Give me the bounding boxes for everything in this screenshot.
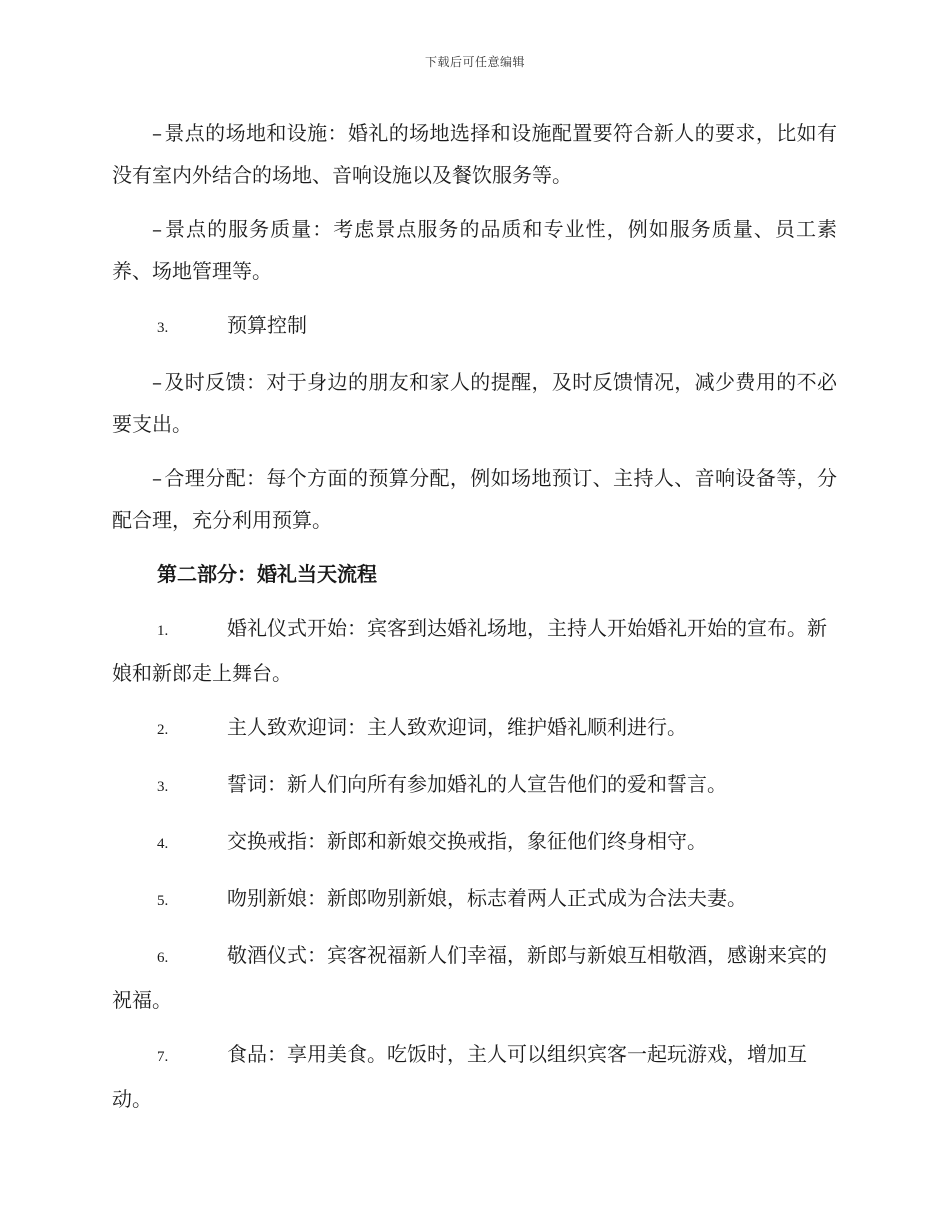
- paragraph-venue-service: [112, 208, 837, 292]
- item-number: 7.: [157, 1049, 169, 1065]
- item-number: 2.: [157, 722, 169, 738]
- item-text: 敬酒仪式：宾客祝福新人们幸福，新郎与新娘互相敬酒，感谢来宾的祝福。: [112, 943, 827, 1012]
- item-text: 吻别新娘：新郎吻别新娘，标志着两人正式成为合法夫妻。: [227, 886, 747, 910]
- item-text: 主人致欢迎词：主人致欢迎词，维护婚礼顺利进行。: [227, 715, 687, 739]
- list-item: [112, 706, 837, 751]
- paragraph-text: 合理分配：每个方面的预算分配，例如场地预订、主持人、音响设备等，分配合理，充分利用预算。: [112, 466, 837, 532]
- document-body: [112, 112, 837, 1132]
- paragraph-text: 景点的服务质量：考虑景点服务的品质和专业性，例如服务质量、员工素养、场地管理等。: [112, 217, 837, 283]
- list-item: [112, 820, 837, 865]
- list-item: [112, 763, 837, 808]
- item-number: 4.: [157, 836, 169, 852]
- item-number: 1.: [157, 623, 169, 639]
- dash-marker: –: [152, 121, 162, 145]
- paragraph-text: 及时反馈：对于身边的朋友和家人的提醒，及时反馈情况，减少费用的不必要支出。: [112, 370, 837, 436]
- item-text: 婚礼仪式开始：宾客到达婚礼场地，主持人开始婚礼开始的宣布。新娘和新郎走上舞台。: [112, 616, 827, 685]
- dash-marker: –: [152, 217, 162, 241]
- item-number: 3.: [157, 779, 169, 795]
- item-number: 3.: [157, 320, 169, 336]
- budget-heading: [112, 304, 837, 349]
- section-heading: 第二部分：婚礼当天流程: [157, 562, 377, 586]
- paragraph-text: 景点的场地和设施：婚礼的场地选择和设施配置要符合新人的要求，比如有没有室内外结合的场地、音响设施以及餐饮服务等。: [112, 121, 837, 187]
- item-number: 6.: [157, 950, 169, 966]
- item-text: 交换戒指：新郎和新娘交换戒指，象征他们终身相守。: [227, 829, 707, 853]
- page-header: 下载后可任意编辑: [424, 55, 525, 69]
- item-text: 预算控制: [227, 313, 307, 337]
- item-number: 5.: [157, 893, 169, 909]
- item-text: 食品：享用美食。吃饭时，主人可以组织宾客一起玩游戏，增加互动。: [112, 1042, 807, 1111]
- list-item: [112, 607, 837, 694]
- list-item: [112, 934, 837, 1021]
- dash-marker: –: [152, 466, 162, 490]
- list-item: [112, 877, 837, 922]
- dash-marker: –: [152, 370, 162, 394]
- paragraph-venue-facilities: [112, 112, 837, 196]
- item-text: 誓词：新人们向所有参加婚礼的人宣告他们的爱和誓言。: [227, 772, 727, 796]
- paragraph-timely-feedback: [112, 361, 837, 445]
- paragraph-allocation: [112, 457, 837, 541]
- list-item: [112, 1033, 837, 1120]
